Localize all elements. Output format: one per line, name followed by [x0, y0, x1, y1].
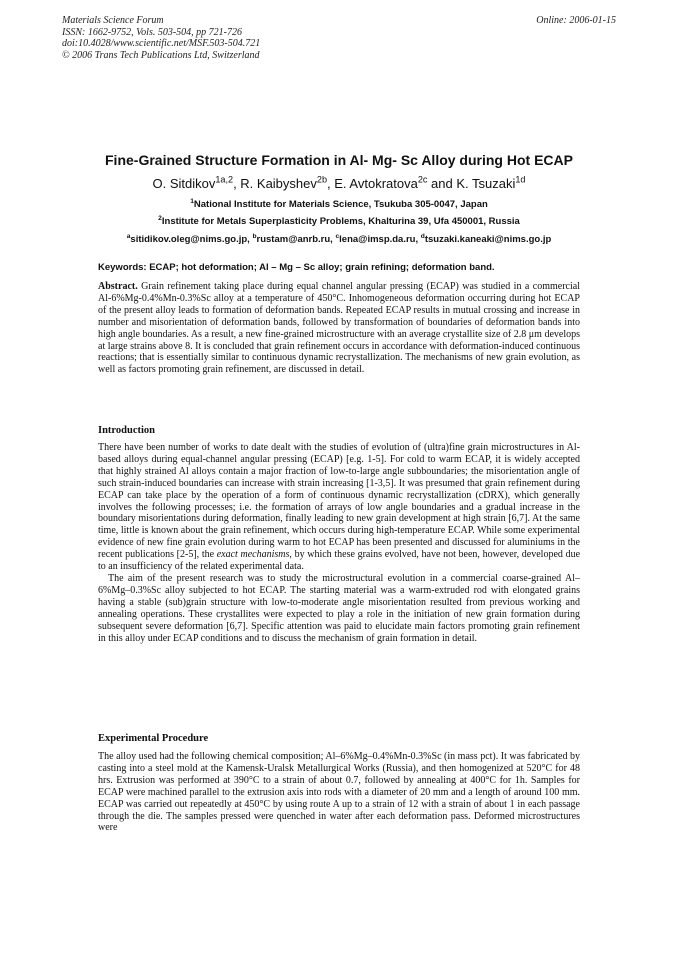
email-superscript: b — [252, 232, 257, 240]
online-date: Online: 2006-01-15 — [536, 15, 616, 26]
paragraph-text: , by which these grains evolved, have not been, however, developed due to an insufficiency of the related experimental data. — [98, 549, 581, 573]
section-heading-introduction: Introduction — [98, 425, 155, 436]
author-name: , E. Avtokratova — [327, 176, 418, 191]
email-address[interactable]: tsuzaki.kaneaki@nims.go.jp — [424, 234, 552, 245]
email-address[interactable]: lena@imsp.da.ru, — [339, 234, 421, 245]
section-heading-experimental: Experimental Procedure — [98, 733, 209, 744]
author-superscript: 1a,2 — [215, 174, 234, 185]
keywords-label: Keywords: — [98, 262, 147, 273]
keywords-text: ECAP; hot deformation; Al – Mg – Sc alloy; grain refining; deformation band. — [146, 262, 495, 273]
author-name: O. Sitdikov — [152, 176, 216, 191]
abstract — [98, 281, 580, 376]
affiliation-text: National Institute for Materials Science, Tsukuba 305-0047, Japan — [193, 199, 488, 210]
issn-line: ISSN: 1662-9752, Vols. 503-504, pp 721-726 — [62, 26, 242, 38]
email-address[interactable]: rustam@anrb.ru, — [256, 234, 336, 245]
email-address[interactable]: sitidikov.oleg@nims.go.jp, — [130, 234, 253, 245]
affiliation-2 — [0, 216, 678, 227]
emphasis-text: exact mechanisms — [216, 549, 290, 561]
paragraph: The alloy used had the following chemical composition; Al–6%Mg–0.4%Mn-0.3%Sc (in mass pct). It was fabricated by casting into a steel mold at the Kamensk-Uralsk Metallurgical Works (Russia), and then homogenized at 520°C for 48 hrs. Extrusion was performed at 390°C to a strain of about 0.7, followed by annealing at 400°C for 1h. Samples for ECAP were machined parallel to the extrusion axis into rods with a diameter of 20 mm and a length of around 100 mm. ECAP was carried out repeatedly at 450°C by using route A up to a strain of 12 with a strain of about 1 in each passage through the die. The samples pressed were quenched in water after each deformation pass. Deformed microstructures were — [98, 751, 580, 834]
paragraph — [98, 442, 580, 573]
author-superscript: 1d — [515, 174, 526, 185]
experimental-body — [98, 751, 580, 834]
paragraph: The aim of the present research was to study the microstructural evolution in a commercial coarse-grained Al–6%Mg–0.3%Sc alloy subjected to hot ECAP. The starting material was a warm-extruded rod with elongated grains having a stable (sub)grain structure with low-to-moderate angle misorientation resulted from previous working and annealing operations. These crystallites were expected to play a role in the initiation of new grain formation during subsequent severe deformation [6,7]. Specific attention was paid to elucidate main factors promoting grain refinement in this alloy under ECAP conditions and to discuss the mechanism of grain formation in detail. — [98, 572, 580, 644]
author-list — [0, 176, 678, 191]
journal-header — [62, 15, 260, 61]
affiliation-1 — [0, 199, 678, 210]
affiliation-superscript: 1 — [190, 197, 194, 205]
author-name: and K. Tsuzaki — [427, 176, 516, 191]
email-superscript: a — [126, 232, 131, 240]
author-name: , R. Kaibyshev — [233, 176, 317, 191]
email-superscript: d — [420, 232, 425, 240]
author-superscript: 2c — [417, 174, 428, 185]
abstract-label: Abstract. — [98, 281, 138, 292]
email-line — [0, 234, 678, 245]
affiliation-text: Institute for Metals Superplasticity Problems, Khalturina 39, Ufa 450001, Russia — [161, 216, 520, 227]
abstract-text: Grain refinement taking place during equal channel angular pressing (ECAP) was studied in a commercial Al-6%Mg-0.4%Mn-0.3%Sc alloy at a temperature of 450°C. Inhomogeneous deformation occurring during hot ECAP of the present alloy leads to formation of deformation bands. Repeated ECAP results in mutual crossing and increase in number and misorientation of deformation bands, followed by transformation of boundaries of deformation bands into high angle boundaries. As a result, a new fine-grained microstructure with an average crystallite size of 2.8 μm develops at large strains above 8. It is concluded that grain refinement occurs in accordance with deformation-induced continuous reactions; that is essentially similar to continuous dynamic recrystallization. The mechanisms of new grain evolution, as well as factors promoting grain refinement, are discussed in detail. — [98, 281, 580, 376]
affiliation-superscript: 2 — [158, 214, 162, 222]
paper-title: Fine-Grained Structure Formation in Al- Mg- Sc Alloy during Hot ECAP — [105, 152, 573, 168]
paragraph-text: There have been number of works to date dealt with the studies of evolution of (ultra)fine grain microstructures in Al-based alloys during equal-channel angular pressing (ECAP) [e.g. 1-5]. For cold to warm ECAP, it is widely accepted that highly strained Al alloys contain a major fraction of low-to-large angle subboundaries; the misorientation angle of such strain-induced boundaries can increase with strain increasing [1-3,5]. It was presumed that grain refinement during ECAP can take place by the operation of a form of continuous dynamic recrystallization (cDRX), which generally involves the following processes; i.e. the formation of arrays of low angle boundaries and a gradual increase in the boundary misorientations during deformation, finally leading to new grain development at high strain [6,7]. At the same time, little is known about the grain refinement, which occurs during high-temperature ECAP. While some experimental evidence of new fine grain evolution during warm to hot ECAP has been presented and discussed for aluminiums in the recent publications [2-5], the — [98, 442, 580, 561]
author-superscript: 2b — [316, 174, 328, 185]
email-superscript: c — [335, 232, 340, 240]
introduction-body — [98, 442, 580, 644]
copyright-line: © 2006 Trans Tech Publications Ltd, Switzerland — [62, 49, 260, 61]
journal-name: Materials Science Forum — [62, 15, 164, 26]
doi-line[interactable]: doi:10.4028/www.scientific.net/MSF.503-504.721 — [62, 38, 261, 49]
keywords — [98, 262, 598, 273]
